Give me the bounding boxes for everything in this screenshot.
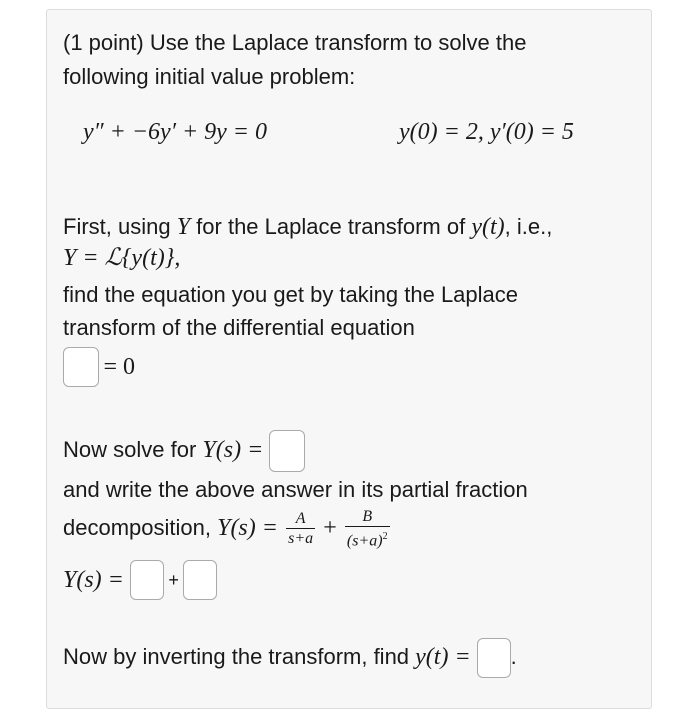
plus-between-inputs: + — [168, 570, 179, 590]
second-partial-fraction-input[interactable] — [183, 560, 217, 600]
y-t-label: y(t) = — [415, 644, 471, 670]
problem-line-2: following initial value problem: — [63, 64, 356, 89]
first-prefix: First, using — [63, 214, 177, 239]
partial-line-1: and write the above answer in its partial fraction — [63, 477, 528, 502]
initial-conditions: y(0) = 2, y′(0) = 5 — [399, 119, 574, 145]
invert-prefix: Now by inverting the transform, find — [63, 644, 416, 669]
equals-zero: = 0 — [103, 354, 135, 380]
laplace-equation-row — [63, 347, 135, 387]
partial-line-2-prefix: decomposition, — [63, 515, 218, 540]
solve-row — [63, 428, 305, 472]
find-line-2: transform of the differential equation — [63, 315, 415, 340]
Y-of-s-label: Y(s) = — [202, 437, 264, 463]
plus-sign: + — [323, 515, 337, 541]
ys-answer-label: Y(s) = — [63, 567, 124, 593]
first-suffix: , i.e., — [504, 214, 553, 239]
ys-answer-row — [63, 558, 217, 602]
problem-line-1: (1 point) Use the Laplace transform to solve the — [63, 30, 527, 55]
Ys-solution-input[interactable] — [269, 430, 305, 472]
first-mid: for the Laplace transform of — [190, 214, 472, 239]
solve-prefix: Now solve for — [63, 437, 203, 462]
problem-card — [46, 9, 652, 709]
find-line-1: find the equation you get by taking the Laplace — [63, 282, 519, 307]
invert-row — [63, 635, 517, 679]
transform-definition: Y = ℒ{y(t)}, — [63, 245, 181, 271]
fraction-B: $\frac{B}{(s+a)^2}$ — [346, 507, 388, 549]
partial-decomposition-row — [63, 506, 392, 550]
y-of-t: y(t) — [471, 214, 505, 240]
Y-of-s-decomp-label: Y(s) = — [217, 515, 278, 541]
laplace-equation-input[interactable] — [63, 347, 99, 387]
final-period: . — [510, 644, 517, 669]
ode-equation: y″ + −6y′ + 9y = 0 — [83, 119, 267, 145]
first-partial-fraction-input[interactable] — [130, 560, 164, 600]
yt-solution-input[interactable] — [477, 638, 511, 678]
Y-symbol: Y — [176, 214, 191, 240]
fraction-A: $\frac{A}{s+a}$ — [288, 509, 314, 547]
first-instruction — [63, 213, 552, 241]
